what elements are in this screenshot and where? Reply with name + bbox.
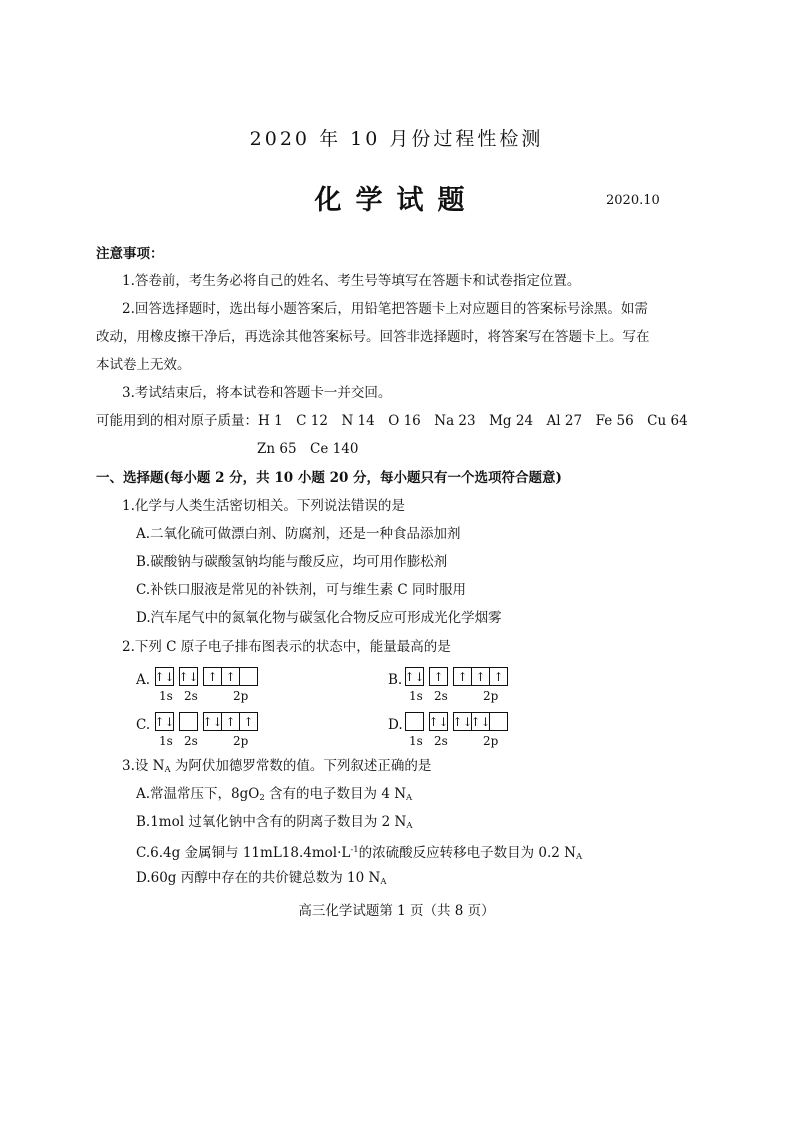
label-2p: 2p [233, 689, 249, 703]
label-2s: 2s [184, 689, 198, 703]
label-2p: 2p [233, 734, 249, 748]
question-3-option-c: C.6.4g 金属铜与 $11mL18.4mol\cdot L^{-1}$的浓硫酸反应转移电子数目为 0.2 $N_A$ [136, 845, 583, 862]
label-1s: 1s [409, 734, 423, 748]
orbital-2p-3 [489, 712, 508, 731]
question-2-option-c-letter: C. [136, 717, 151, 733]
orbital-2s: ↑ [429, 667, 448, 686]
question-3-option-b: B.1mol 过氧化钠中含有的阴离子数目为 2 $N_A$ [136, 814, 413, 831]
label-2p: 2p [483, 734, 499, 748]
notice-item-3: 3.考试结束后，将本试卷和答题卡一并交回。 [122, 385, 392, 401]
question-2-option-b-letter: B. [388, 672, 403, 688]
question-2-option-d-letter: D. [388, 717, 403, 733]
question-3-option-a: A.常温常压下，$8gO_2$ 含有的电子数目为 4 $N_A$ [136, 786, 413, 803]
question-1-option-d: D.汽车尾气中的氮氧化物与碳氢化合物反应可形成光化学烟雾 [136, 610, 502, 626]
orbital-2p-2: ↑ [471, 667, 490, 686]
notice-item-2-line-1: 2.回答选择题时，选出每小题答案后，用铅笔把答题卡上对应题目的答案标号涂黑。如需 [122, 301, 648, 317]
label-2s: 2s [434, 734, 448, 748]
question-2-option-b-orbital-diagram [405, 667, 508, 686]
orbital-1s [405, 712, 424, 731]
exam-subtitle: 2020 年 10 月份过程性检测 [249, 128, 544, 150]
section-heading: 一、选择题(每小题 2 分，共 10 小题 20 分，每小题只有一个选项符合题意) [96, 470, 562, 486]
question-1-option-b: B.碳酸钠与碳酸氢钠均能与酸反应，均可用作膨松剂 [136, 554, 448, 570]
orbital-2p-1: ↑↓ [453, 712, 472, 731]
page-footer: 高三化学试题第 1 页（共 8 页） [298, 903, 495, 919]
atomic-mass-line-1: 可能用到的相对原子质量：H 1 C 12 N 14 O 16 Na 23 Mg 24 Al 27 Fe 56 Cu 64 [96, 413, 688, 429]
notice-heading: 注意事项： [96, 246, 164, 262]
atomic-mass-line-2: Zn 65 Ce 140 [257, 441, 359, 457]
orbital-2p-3 [239, 667, 258, 686]
orbital-1s: ↑↓ [405, 667, 424, 686]
question-1-option-a: A.二氧化硫可做漂白剂、防腐剂，还是一种食品添加剂 [136, 526, 461, 542]
orbital-2p-1: ↑ [203, 667, 222, 686]
orbital-2s: ↑↓ [429, 712, 448, 731]
question-3-stem: 3.设 $N_A$ 为阿伏加德罗常数的值。下列叙述正确的是 [122, 758, 432, 775]
notice-item-2-line-2: 改动，用橡皮擦干净后，再选涂其他答案标号。回答非选择题时，将答案写在答题卡上。写在 [96, 329, 650, 345]
label-1s: 1s [159, 689, 173, 703]
orbital-2p-1: ↑↓ [203, 712, 222, 731]
orbital-2p-3: ↑ [239, 712, 258, 731]
orbital-2p-1: ↑ [453, 667, 472, 686]
orbital-2p-3: ↑ [489, 667, 508, 686]
question-3-option-d: D.60g 丙醇中存在的共价键总数为 10 $N_A$ [136, 870, 387, 887]
label-2s: 2s [434, 689, 448, 703]
notice-item-1: 1.答卷前，考生务必将自己的姓名、考生号等填写在答题卡和试卷指定位置。 [122, 273, 581, 289]
orbital-2p-2: ↑ [221, 712, 240, 731]
orbital-2s [179, 712, 198, 731]
question-2-option-c-orbital-diagram [155, 712, 258, 731]
orbital-1s: ↑↓ [155, 712, 174, 731]
page-title: 化学试题 [314, 185, 479, 216]
label-1s: 1s [159, 734, 173, 748]
question-1-option-c: C.补铁口服液是常见的补铁剂，可与维生素 C 同时服用 [136, 582, 467, 598]
label-2p: 2p [483, 689, 499, 703]
exam-date: 2020.10 [606, 193, 660, 208]
question-1-stem: 1.化学与人类生活密切相关。下列说法错误的是 [122, 498, 405, 514]
notice-item-2-line-3: 本试卷上无效。 [96, 357, 191, 373]
question-2-option-a-letter: A. [136, 672, 151, 688]
label-2s: 2s [184, 734, 198, 748]
question-2-option-d-orbital-diagram [405, 712, 508, 731]
question-2-option-a-orbital-diagram [155, 667, 258, 686]
orbital-2s: ↑↓ [179, 667, 198, 686]
label-1s: 1s [409, 689, 423, 703]
orbital-1s: ↑↓ [155, 667, 174, 686]
orbital-2p-2: ↑ [221, 667, 240, 686]
orbital-2p-2: ↑↓ [471, 712, 490, 731]
question-2-stem: 2.下列 C 原子电子排布图表示的状态中，能量最高的是 [122, 639, 451, 655]
